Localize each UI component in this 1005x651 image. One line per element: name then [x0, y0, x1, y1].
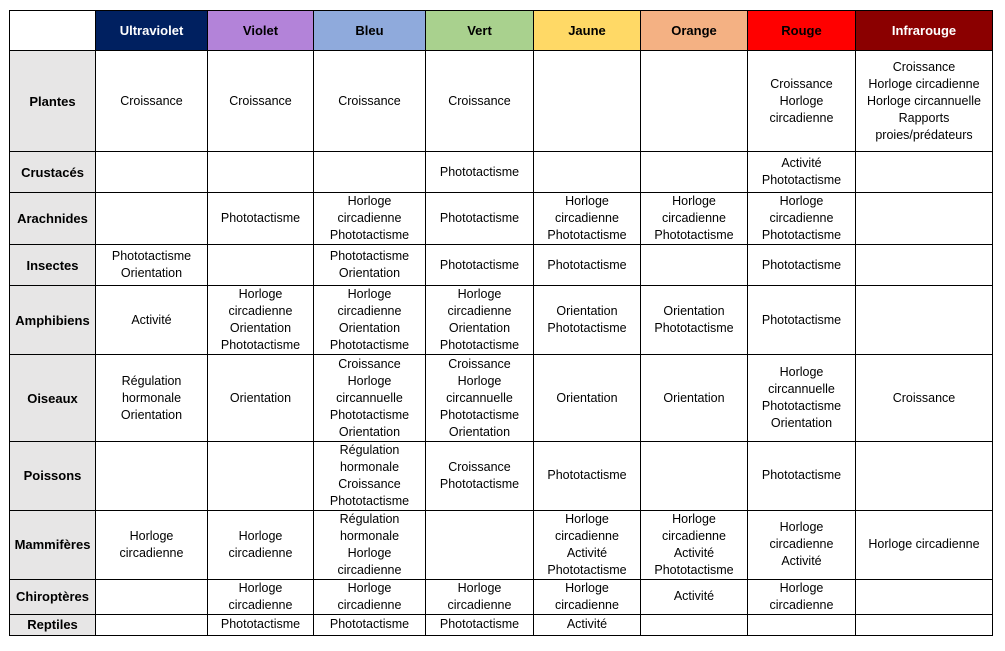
table-row	[10, 245, 993, 286]
cell-text: circadienne	[769, 211, 834, 226]
column-header-orange: Orange	[641, 11, 748, 51]
cell-text: circadienne	[228, 304, 293, 319]
cell-text: Régulation	[339, 442, 400, 457]
cell-text: Horloge	[565, 511, 609, 526]
table-row	[10, 152, 993, 193]
cell-text: Phototactisme	[761, 173, 842, 188]
row-header: Amphibiens	[10, 286, 96, 355]
cell-text: Orientation	[120, 407, 183, 422]
table-cell	[96, 441, 208, 510]
table-cell	[314, 614, 426, 635]
cell-text: Croissance	[229, 93, 292, 108]
column-header-bleu: Bleu	[314, 11, 426, 51]
row-header: Chiroptères	[10, 579, 96, 614]
cell-text: Horloge	[672, 511, 716, 526]
cell-text: circadienne	[337, 304, 402, 319]
table-cell	[748, 286, 856, 355]
table-cell	[96, 510, 208, 579]
cell-text: Orientation	[120, 266, 183, 281]
cell-text: Horloge	[565, 194, 609, 209]
cell-text: Orientation	[448, 424, 511, 439]
cell-text: Orientation	[229, 321, 292, 336]
cell-text: Croissance	[892, 390, 956, 405]
table-cell	[314, 510, 426, 579]
table-cell	[641, 355, 748, 441]
cell-text: hormonale	[121, 390, 182, 405]
table-cell	[748, 441, 856, 510]
table-cell	[426, 355, 534, 441]
table-cell	[208, 152, 314, 193]
cell-text: circannuelle	[336, 390, 403, 405]
header-row	[10, 11, 993, 51]
light-effects-table	[9, 10, 993, 636]
cell-text: circadienne	[662, 528, 726, 543]
cell-text: Activité	[566, 545, 608, 560]
table-row	[10, 51, 993, 152]
cell-text: hormonale	[339, 459, 400, 474]
row-header: Insectes	[10, 245, 96, 286]
cell-text: Phototactisme	[329, 249, 410, 264]
table-row	[10, 286, 993, 355]
table-cell	[641, 286, 748, 355]
table-cell	[748, 51, 856, 152]
cell-text: circadienne	[769, 110, 834, 125]
cell-text: proies/prédateurs	[875, 127, 973, 142]
cell-text: circadienne	[119, 545, 184, 560]
table-cell	[641, 441, 748, 510]
cell-text: Activité	[781, 156, 822, 171]
column-header-infrarouge: Infrarouge	[856, 11, 993, 51]
column-header-rouge: Rouge	[748, 11, 856, 51]
table-cell	[426, 614, 534, 635]
table-cell	[534, 614, 641, 635]
cell-text: Croissance	[448, 93, 511, 108]
table-row	[10, 510, 993, 579]
cell-text: Horloge circadienne	[868, 537, 980, 552]
cell-text: Croissance	[448, 356, 511, 371]
cell-text: Phototactisme	[439, 476, 520, 491]
table-cell	[534, 355, 641, 441]
cell-text: Phototactisme	[547, 257, 627, 272]
cell-text: Orientation	[663, 390, 725, 405]
table-cell	[208, 355, 314, 441]
cell-text: Phototactisme	[761, 399, 842, 414]
column-header-vert: Vert	[426, 11, 534, 51]
column-header-violet: Violet	[208, 11, 314, 51]
table-row	[10, 193, 993, 245]
cell-text: Horloge	[457, 287, 502, 302]
cell-text: Phototactisme	[439, 257, 520, 272]
cell-text: Phototactisme	[439, 164, 520, 179]
cell-text: Phototactisme	[439, 407, 520, 422]
cell-text: Croissance	[120, 93, 183, 108]
cell-text: Régulation	[339, 511, 400, 526]
cell-text: circadienne	[337, 597, 402, 612]
cell-text: Phototactisme	[329, 617, 410, 632]
table-row	[10, 355, 993, 441]
table-cell	[96, 51, 208, 152]
table-cell	[208, 441, 314, 510]
cell-text: Horloge	[779, 580, 824, 595]
table-cell	[314, 355, 426, 441]
table-cell	[856, 355, 993, 441]
table-cell	[534, 441, 641, 510]
cell-text: Horloge	[238, 580, 283, 595]
cell-text: Orientation	[448, 321, 511, 336]
cell-text: Phototactisme	[654, 562, 734, 577]
cell-text: Phototactisme	[547, 562, 627, 577]
table-cell	[208, 193, 314, 245]
cell-text: Horloge	[238, 287, 283, 302]
table-cell	[748, 245, 856, 286]
cell-text: Phototactisme	[329, 407, 410, 422]
cell-text: Activité	[566, 617, 608, 632]
table-cell	[856, 286, 993, 355]
cell-text: Horloge	[779, 365, 824, 380]
table-cell	[641, 510, 748, 579]
table-cell	[748, 355, 856, 441]
row-header: Arachnides	[10, 193, 96, 245]
cell-text: Phototactisme	[220, 338, 301, 353]
cell-text: Orientation	[229, 390, 292, 405]
table-cell	[534, 152, 641, 193]
table-cell	[426, 152, 534, 193]
table-cell	[96, 193, 208, 245]
cell-text: Horloge circannuelle	[867, 93, 981, 108]
table-cell	[534, 510, 641, 579]
cell-text: Horloge	[129, 528, 174, 543]
cell-text: Orientation	[770, 416, 833, 431]
cell-text: circadienne	[337, 211, 402, 226]
table-cell	[426, 510, 534, 579]
cell-text: Phototactisme	[761, 312, 842, 327]
table-cell	[748, 579, 856, 614]
cell-text: Phototactisme	[220, 211, 301, 226]
table-cell	[96, 245, 208, 286]
table-cell	[314, 193, 426, 245]
table-cell	[641, 152, 748, 193]
cell-text: hormonale	[339, 528, 400, 543]
cell-text: Horloge	[672, 194, 716, 209]
cell-text: Phototactisme	[329, 228, 410, 243]
table-cell	[641, 614, 748, 635]
table-cell	[426, 286, 534, 355]
row-header: Crustacés	[10, 152, 96, 193]
cell-text: Horloge	[347, 194, 392, 209]
table-cell	[534, 579, 641, 614]
row-header: Plantes	[10, 51, 96, 152]
cell-text: Horloge	[347, 545, 392, 560]
cell-text: circadienne	[662, 211, 726, 226]
cell-text: Horloge	[565, 580, 609, 595]
cell-text: Horloge	[347, 373, 392, 388]
table-cell	[96, 614, 208, 635]
cell-text: circadienne	[555, 528, 619, 543]
table-row	[10, 441, 993, 510]
cell-text: Phototactisme	[654, 228, 734, 243]
cell-text: Orientation	[338, 321, 401, 336]
cell-text: Activité	[673, 545, 715, 560]
table-cell	[748, 510, 856, 579]
cell-text: circadienne	[337, 562, 402, 577]
cell-text: circannuelle	[768, 382, 835, 397]
table-cell	[96, 152, 208, 193]
table-cell	[856, 152, 993, 193]
cell-text: Phototactisme	[439, 338, 520, 353]
cell-text: Horloge	[779, 93, 824, 108]
corner-cell	[10, 11, 96, 51]
table-cell	[856, 51, 993, 152]
cell-text: Orientation	[338, 266, 401, 281]
row-header: Poissons	[10, 441, 96, 510]
cell-text: circadienne	[555, 597, 619, 612]
table-cell	[641, 51, 748, 152]
cell-text: Phototactisme	[654, 321, 734, 336]
cell-text: Horloge	[457, 580, 502, 595]
column-header-jaune: Jaune	[534, 11, 641, 51]
table-cell	[856, 245, 993, 286]
table-cell	[96, 579, 208, 614]
table-cell	[641, 579, 748, 614]
table-cell	[426, 441, 534, 510]
cell-text: Croissance	[892, 59, 956, 74]
cell-text: Croissance	[448, 459, 511, 474]
cell-text: Orientation	[338, 424, 401, 439]
cell-text: Horloge	[779, 194, 824, 209]
table-cell	[314, 51, 426, 152]
table-cell	[856, 193, 993, 245]
table-cell	[314, 245, 426, 286]
table-cell	[426, 51, 534, 152]
table-cell	[748, 152, 856, 193]
cell-text: Phototactisme	[439, 211, 520, 226]
row-header: Mammifères	[10, 510, 96, 579]
table-cell	[208, 579, 314, 614]
cell-text: Croissance	[770, 76, 833, 91]
table-cell	[314, 441, 426, 510]
table-row	[10, 579, 993, 614]
cell-text: Phototactisme	[547, 321, 627, 336]
cell-text: Phototactisme	[547, 228, 627, 243]
table-cell	[208, 614, 314, 635]
cell-text: Phototactisme	[439, 617, 520, 632]
cell-text: Activité	[673, 589, 715, 604]
cell-text: circadienne	[769, 537, 834, 552]
cell-text: Phototactisme	[547, 468, 627, 483]
cell-text: Phototactisme	[329, 493, 410, 508]
table-cell	[534, 245, 641, 286]
cell-text: Horloge	[347, 287, 392, 302]
cell-text: Croissance	[338, 93, 401, 108]
cell-text: Régulation	[121, 373, 182, 388]
cell-text: circadienne	[447, 304, 512, 319]
table-cell	[208, 51, 314, 152]
table-cell	[208, 245, 314, 286]
table-cell	[856, 614, 993, 635]
cell-text: Horloge	[457, 373, 502, 388]
table-row	[10, 614, 993, 635]
cell-text: Activité	[131, 312, 172, 327]
cell-text: Phototactisme	[761, 468, 842, 483]
column-header-ultraviolet: Ultraviolet	[96, 11, 208, 51]
cell-text: Phototactisme	[761, 257, 842, 272]
table-cell	[856, 579, 993, 614]
table-cell	[426, 579, 534, 614]
table-cell	[534, 286, 641, 355]
cell-text: Horloge	[238, 528, 283, 543]
cell-text: Rapports	[898, 110, 950, 125]
row-header: Oiseaux	[10, 355, 96, 441]
cell-text: circadienne	[769, 597, 834, 612]
cell-text: Orientation	[556, 390, 618, 405]
table-cell	[748, 614, 856, 635]
cell-text: circadienne	[447, 597, 512, 612]
table-cell	[534, 193, 641, 245]
table-body	[10, 51, 993, 636]
table-cell	[856, 441, 993, 510]
cell-text: circadienne	[555, 211, 619, 226]
table-cell	[426, 193, 534, 245]
table-cell	[534, 51, 641, 152]
table-cell	[314, 579, 426, 614]
table-cell	[96, 286, 208, 355]
cell-text: Phototactisme	[220, 617, 301, 632]
cell-text: Horloge	[779, 520, 824, 535]
cell-text: circannuelle	[446, 390, 513, 405]
cell-text: Croissance	[338, 356, 401, 371]
table-cell	[314, 152, 426, 193]
cell-text: Phototactisme	[111, 249, 192, 264]
cell-text: Orientation	[663, 304, 725, 319]
cell-text: Phototactisme	[329, 338, 410, 353]
table-cell	[208, 510, 314, 579]
table-cell	[208, 286, 314, 355]
cell-text: Activité	[781, 554, 822, 569]
cell-text: Horloge circadienne	[868, 76, 980, 91]
table-cell	[314, 286, 426, 355]
cell-text: circadienne	[228, 597, 293, 612]
table-cell	[641, 193, 748, 245]
cell-text: Phototactisme	[761, 228, 842, 243]
cell-text: Croissance	[338, 476, 401, 491]
table-cell	[426, 245, 534, 286]
table-cell	[748, 193, 856, 245]
table-cell	[856, 510, 993, 579]
cell-text: circadienne	[228, 545, 293, 560]
cell-text: Horloge	[347, 580, 392, 595]
table-cell	[641, 245, 748, 286]
cell-text: Orientation	[556, 304, 618, 319]
row-header: Reptiles	[10, 614, 96, 635]
table-cell	[96, 355, 208, 441]
